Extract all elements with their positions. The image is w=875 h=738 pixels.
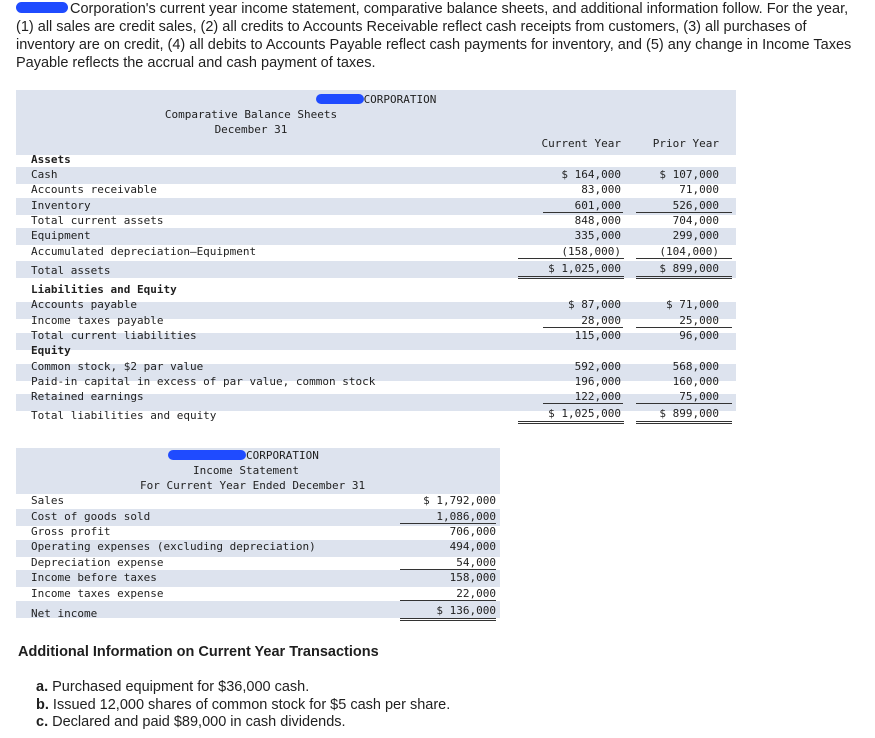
row-label-common-stock: Common stock, $2 par value — [31, 360, 204, 373]
underline — [636, 403, 732, 404]
row-label-equipment: Equipment — [31, 229, 91, 242]
underline — [518, 258, 624, 259]
double-underline — [400, 620, 496, 621]
list-item: c. Declared and paid $89,000 in cash dividends. — [36, 714, 346, 730]
re-prior: 75,000 — [679, 390, 719, 403]
double-underline — [636, 276, 732, 277]
equipment-prior: 299,000 — [672, 229, 719, 242]
redacted-company-name — [168, 450, 246, 460]
ibt-amount: 158,000 — [449, 571, 496, 584]
balance-sheet-title: Comparative Balance Sheets — [164, 108, 338, 121]
ar-current: 83,000 — [581, 183, 621, 196]
balance-sheet-date: December 31 — [214, 123, 288, 136]
cash-current: $ 164,000 — [561, 168, 621, 181]
double-underline — [636, 421, 732, 422]
income-statement-title: Income Statement — [193, 464, 299, 477]
row-label-sales: Sales — [31, 494, 65, 507]
row-label-net-income: Net income — [31, 607, 98, 620]
additional-info-list — [36, 679, 450, 732]
row-label-cogs: Cost of goods sold — [31, 510, 151, 523]
tca-current: 848,000 — [574, 214, 621, 227]
accdep-prior: (104,000) — [659, 245, 719, 258]
row-label-depreciation-expense: Depreciation expense — [31, 556, 164, 569]
row-label-accounts-payable: Accounts payable — [31, 298, 137, 311]
accdep-current: (158,000) — [561, 245, 621, 258]
opex-amount: 494,000 — [449, 540, 496, 553]
double-underline — [518, 276, 624, 277]
row-label-income-taxes-expense: Income taxes expense — [31, 587, 164, 600]
list-item: b. Issued 12,000 shares of common stock for $5 cash per share. — [36, 696, 451, 713]
double-underline — [518, 278, 624, 279]
row-label-cash: Cash — [31, 168, 58, 181]
tle-current: $ 1,025,000 — [548, 407, 621, 420]
dep-amount: 54,000 — [456, 556, 496, 569]
row-label-total-current-liabilities: Total current liabilities — [31, 329, 197, 342]
re-current: 122,000 — [574, 390, 621, 403]
additional-info-title: Additional Information on Current Year Transactions — [18, 644, 379, 660]
intro-text: Corporation's current year income statement, comparative balance sheets, and additional information follow. For the year, (1) all sales are credit sales, (2) all credits to Accounts Receivable reflect cash receipts from customers, (3) all purchases of inventory are on credit, (4) all debits to Accounts Payable reflect cash payments for inventory, and (5) any change in Income Taxes Payable reflects the accrual and cash payment of taxes. — [16, 1, 852, 71]
col-header-current-year: Current Year — [541, 137, 621, 150]
underline — [543, 403, 623, 404]
income-statement-period: For Current Year Ended December 31 — [140, 479, 366, 492]
double-underline — [518, 423, 624, 424]
row-label-inventory: Inventory — [31, 199, 91, 212]
sales-amount: $ 1,792,000 — [423, 494, 496, 507]
underline — [543, 327, 623, 328]
pic-prior: 160,000 — [672, 375, 719, 388]
cs-prior: 568,000 — [672, 360, 719, 373]
row-label-retained-earnings: Retained earnings — [31, 390, 144, 403]
underline — [400, 523, 496, 524]
row-label-income-before-taxes: Income before taxes — [31, 571, 157, 584]
underline — [636, 327, 732, 328]
equity-heading: Equity — [31, 344, 71, 357]
ni-amount: $ 136,000 — [436, 604, 496, 617]
income-statement-company: CORPORATION — [168, 449, 319, 462]
double-underline — [400, 618, 496, 619]
double-underline — [636, 278, 732, 279]
row-label-operating-expenses: Operating expenses (excluding depreciation) — [31, 540, 316, 553]
underline — [400, 569, 496, 570]
ar-prior: 71,000 — [679, 183, 719, 196]
tca-prior: 704,000 — [672, 214, 719, 227]
tcl-prior: 96,000 — [679, 329, 719, 342]
underline — [636, 258, 732, 259]
ta-current: $ 1,025,000 — [548, 262, 621, 275]
double-underline — [518, 421, 624, 422]
row-label-paid-in-capital: Paid-in capital in excess of par value, common stock — [31, 375, 376, 388]
gp-amount: 706,000 — [449, 525, 496, 538]
itp-current: 28,000 — [581, 314, 621, 327]
ta-prior: $ 899,000 — [659, 262, 719, 275]
itp-prior: 25,000 — [679, 314, 719, 327]
income-statement-table — [16, 448, 500, 628]
row-label-total-liabilities-equity: Total liabilities and equity — [31, 409, 217, 422]
inventory-prior: 526,000 — [672, 199, 719, 212]
liabilities-equity-heading: Liabilities and Equity — [31, 283, 177, 296]
tcl-current: 115,000 — [574, 329, 621, 342]
underline — [543, 212, 623, 213]
double-underline — [636, 423, 732, 424]
ap-prior: $ 71,000 — [666, 298, 719, 311]
balance-sheet-table — [16, 90, 736, 430]
cogs-amount: 1,086,000 — [436, 510, 496, 523]
redacted-company-name — [16, 2, 68, 13]
row-label-accumulated-depreciation: Accumulated depreciation—Equipment — [31, 245, 257, 258]
equipment-current: 335,000 — [574, 229, 621, 242]
intro-paragraph — [16, 0, 866, 72]
tle-prior: $ 899,000 — [659, 407, 719, 420]
pic-current: 196,000 — [574, 375, 621, 388]
row-label-gross-profit: Gross profit — [31, 525, 111, 538]
underline — [400, 600, 496, 601]
underline — [636, 212, 732, 213]
col-header-prior-year: Prior Year — [652, 137, 719, 150]
list-item: a. Purchased equipment for $36,000 cash. — [36, 679, 310, 695]
tax-amount: 22,000 — [456, 587, 496, 600]
cash-prior: $ 107,000 — [659, 168, 719, 181]
row-label-total-current-assets: Total current assets — [31, 214, 164, 227]
ap-current: $ 87,000 — [568, 298, 621, 311]
row-label-accounts-receivable: Accounts receivable — [31, 183, 157, 196]
redacted-company-name — [316, 94, 364, 104]
row-label-income-taxes-payable: Income taxes payable — [31, 314, 164, 327]
row-label-total-assets: Total assets — [31, 264, 111, 277]
assets-heading: Assets — [31, 153, 71, 166]
inventory-current: 601,000 — [574, 199, 621, 212]
cs-current: 592,000 — [574, 360, 621, 373]
balance-sheet-company: CORPORATION — [126, 93, 626, 106]
